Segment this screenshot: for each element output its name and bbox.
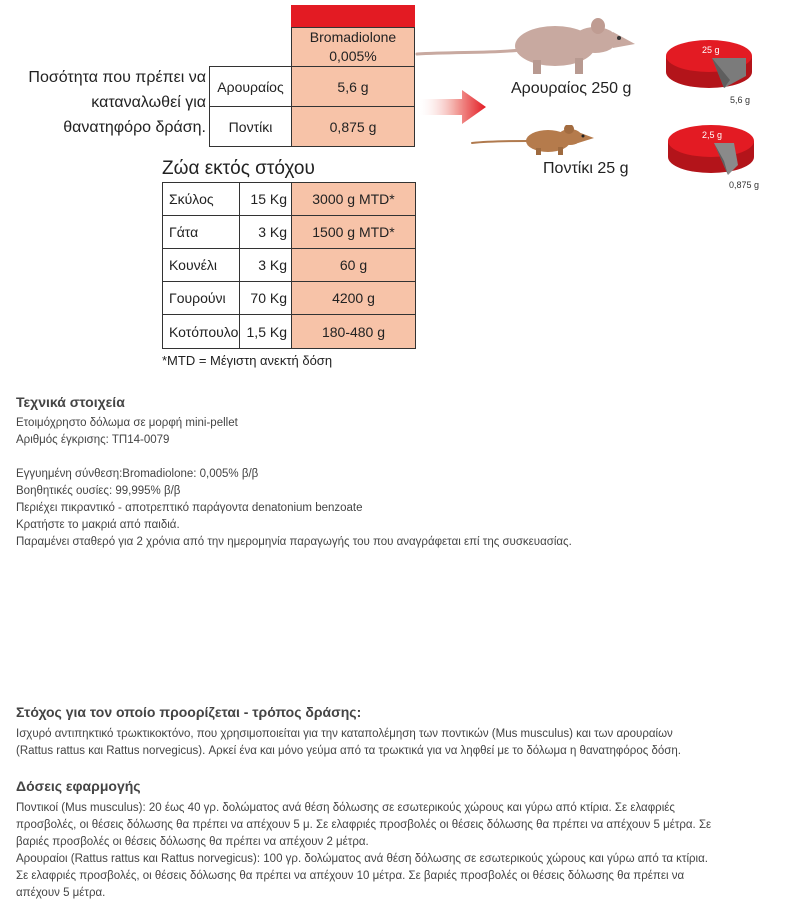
table-row: Κοτόπουλο bbox=[162, 314, 240, 349]
rat-icon bbox=[415, 18, 640, 78]
table-row: Σκύλος bbox=[162, 182, 240, 216]
table-row: Κουνέλι bbox=[162, 248, 240, 282]
row-animal-rat: Αρουραίος bbox=[209, 66, 292, 107]
mtd-footnote: *MTD = Μέγιστη ανεκτή δόση bbox=[162, 353, 333, 368]
technical-body: Ετοιμόχρηστο δόλωμα σε μορφή mini-pellet Αριθμός έγκρισης: ΤΠ14-0079 Εγγυημένη σύνθεση:Bromadiolone: 0,005% β/β Βοηθητικές ουσίες: 99,995% β/β Περιέχει πικραντικό - αποτρεπτικό παράγοντα denatonium benzoate Κρατήστε το μακριά από παιδιά. Παραμένει σταθερό για 2 χρόνια από την ημερομηνία παραγωγής του που αναγράφεται επί της συσκευασίας. bbox=[16, 417, 572, 548]
row-dose-mouse: 0,875 g bbox=[291, 106, 415, 147]
mouse-weight-label: Ποντίκι 25 g bbox=[543, 160, 629, 177]
table-row: Γουρούνι bbox=[162, 281, 240, 315]
row-dose-rat: 5,6 g bbox=[291, 66, 415, 107]
non-target-title: Ζώα εκτός στόχου bbox=[162, 158, 315, 179]
compound-concentration: 0,005% bbox=[329, 48, 377, 64]
compound-name: Bromadiolone bbox=[309, 29, 397, 45]
mouse-block-weight: 2,5 g bbox=[702, 130, 723, 140]
rat-weight-label: Αρουραίος 250 g bbox=[511, 80, 632, 97]
table-header-accent bbox=[291, 5, 415, 27]
mouse-slice-weight: 0,875 g bbox=[729, 180, 760, 190]
mouse-icon bbox=[470, 125, 600, 157]
technical-heading: Τεχνικά στοιχεία bbox=[16, 394, 125, 410]
table-row: Γάτα bbox=[162, 215, 240, 249]
dose-table-caption: Ποσότητα που πρέπει να καταναλωθεί για θανατηφόρο δράση. bbox=[28, 69, 206, 136]
rat-slice-weight: 5,6 g bbox=[730, 95, 751, 105]
dosage-body: Ποντικοί (Mus musculus): 20 έως 40 γρ. δολώματος ανά θέση δόλωσης σε εσωτερικούς χώρους και γύρω από κτίρια. Σε ελαφριές προσβολές, οι θέσεις δόλωσης θα πρέπει να απέχουν 5 μ. Σε ελαφριές προσβολές οι θέσεις δόλωσης θα πρέπει να απέχουν 5 μέτρα. Σε βαριές προσβολές οι θέσεις δόλωσης θα πρέπει να απέχουν 2 μέτρα. Αρουραίοι (Rattus rattus και Rattus norvegicus): 100 γρ. δολώματος ανά θέση δόλωσης σε εσωτερικούς χώρους και γύρω από τα κτίρια. Σε ελαφριές προσβολές, οι θέσεις δόλωσης θα πρέπει να απέχουν 10 μέτρα. Σε βαριές προσβολές οι θέσεις δόλωσης θα πρέπει να απέχουν 5 μέτρα. bbox=[16, 802, 712, 899]
arrow-right-icon bbox=[420, 90, 486, 124]
target-body: Ισχυρό αντιπηκτικό τρωκτικοκτόνο, που χρησιμοποιείται για την καταπολέμηση των ποντικών (Mus musculus) και των αρουραίων (Rattus rattus και Rattus norvegicus). Αρκεί ένα και μόνο γεύμα από τα τρωκτικά για να ληφθεί με το δόλωμα η θανατηφόρος δόση. bbox=[16, 728, 681, 757]
dosage-heading: Δόσεις εφαρμογής bbox=[16, 778, 141, 794]
non-target-table: Σκύλος 15 Kg 3000 g MTD* Γάτα 3 Kg 1500 g MTD* Κουνέλι 3 Kg 60 g Γουρούνι 70 Kg 4200 g Κοτόπουλο 1,5 Kg 180-480 g bbox=[162, 182, 416, 350]
compound-header bbox=[291, 27, 415, 67]
target-heading: Στόχος για τον οποίο προορίζεται - τρόπος δράσης: bbox=[16, 704, 362, 720]
rat-block-weight: 25 g bbox=[702, 45, 720, 55]
row-animal-mouse: Ποντίκι bbox=[209, 106, 292, 147]
